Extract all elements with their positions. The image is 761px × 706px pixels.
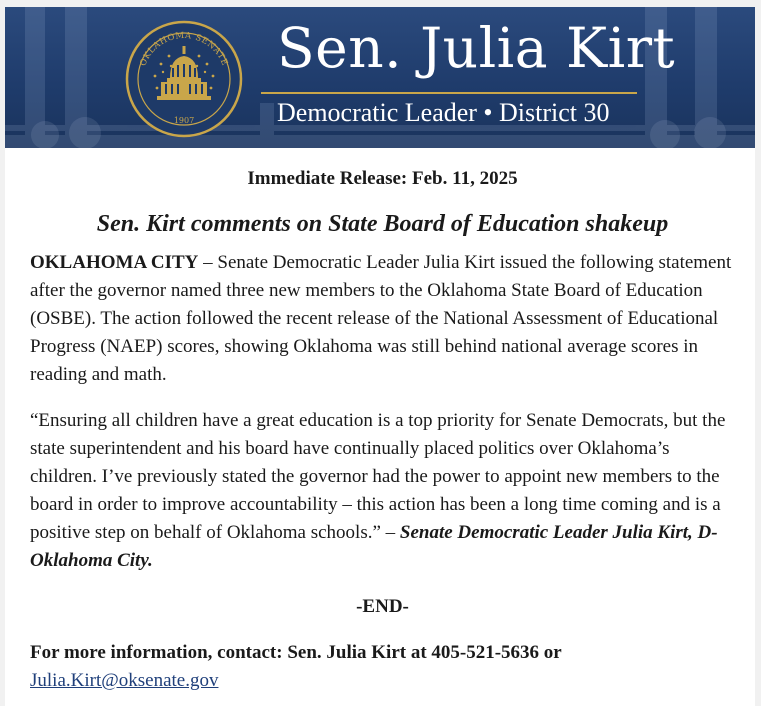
senator-name: Sen. Julia Kirt — [277, 16, 676, 80]
email-page — [5, 7, 755, 706]
contact-info — [30, 639, 735, 695]
oklahoma-senate-seal — [125, 20, 243, 138]
header-banner — [5, 7, 755, 148]
seal-top-text: OKLAHOMA SENATE — [138, 30, 230, 68]
end-marker: -END- — [356, 596, 409, 617]
intro-paragraph — [30, 249, 735, 389]
seal-year: 1907 — [173, 116, 195, 125]
dateline: OKLAHOMA CITY — [30, 252, 199, 273]
press-release-headline: Sen. Kirt comments on State Board of Education shakeup — [96, 211, 669, 237]
quote-text: “Ensuring all children have a great education is a top priority for Senate Democrats, but the state superintendent and his board have continually placed politics over Oklahoma’s children. I’ve previously stated the governor had the power to appoint new members to the board in order to improve accountability – this action has been a long time coming and is a positive step on behalf of Oklahoma schools.” – — [30, 410, 726, 543]
gold-divider — [261, 92, 637, 94]
press-release-body — [30, 165, 735, 695]
contact-label: For more information, contact: Sen. Julia Kirt at 405-521-5636 or — [30, 642, 562, 663]
contact-email-link[interactable]: Julia.Kirt@oksenate.gov — [30, 670, 219, 691]
quote-attribution: Senate Democratic Leader Julia Kirt, D-Oklahoma City. — [30, 522, 718, 571]
quote-paragraph — [30, 407, 735, 575]
intro-text: – Senate Democratic Leader Julia Kirt issued the following statement after the governor named three new members to the Oklahoma State Board of Education (OSBE). The action followed the recent release of the National Assessment of Educational Progress (NAEP) scores, showing Oklahoma was still behind national average scores in reading and math. — [30, 252, 732, 385]
release-date: Immediate Release: Feb. 11, 2025 — [247, 168, 518, 189]
senator-title: Democratic Leader • District 30 — [277, 98, 610, 127]
